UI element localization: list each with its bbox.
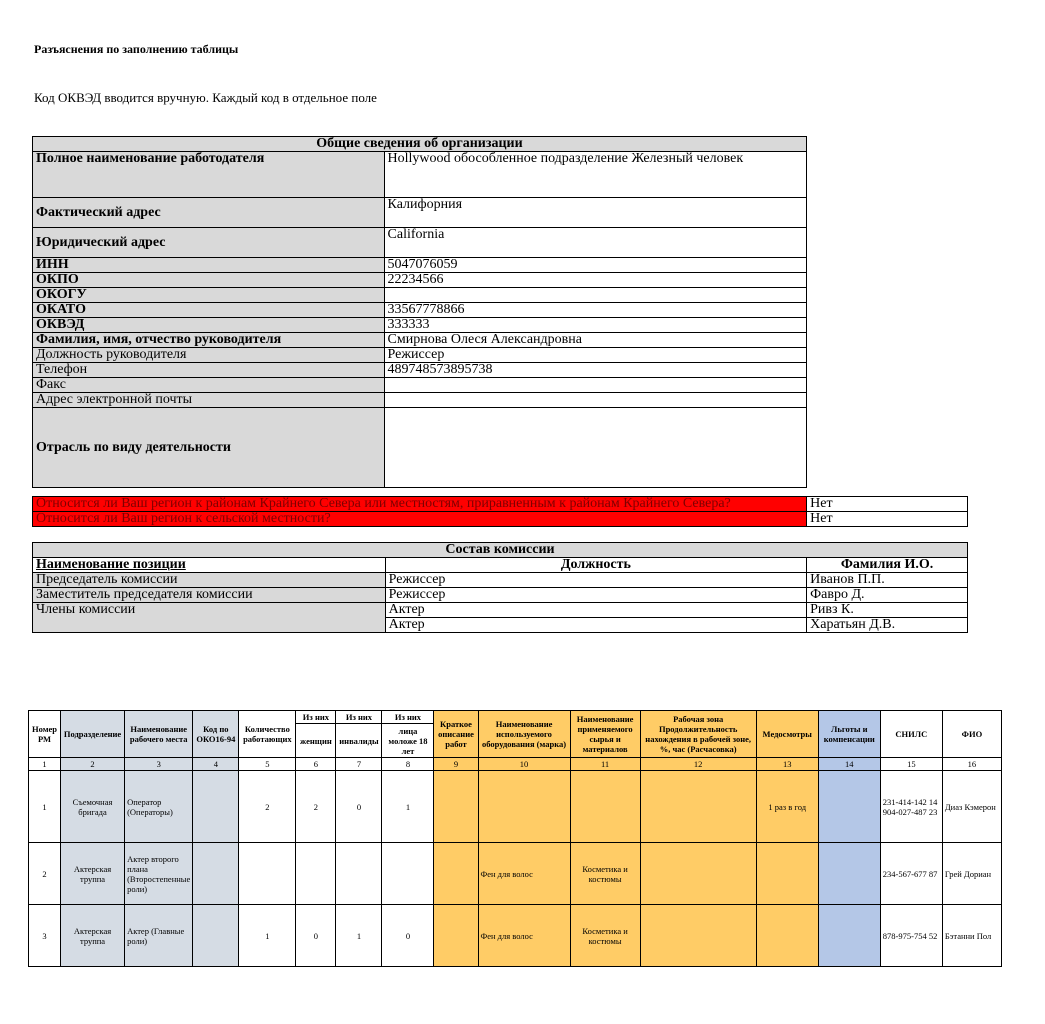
rm-colnum: 7 (336, 758, 382, 771)
rm-cell-code[interactable] (193, 771, 239, 843)
table-row (29, 843, 1002, 905)
rm-cell-equip[interactable] (478, 771, 570, 843)
rm-header-zone: Рабочая зона Продолжительность нахождения в рабочей зоне, %, час (Расчасовка) (640, 711, 756, 758)
rm-header-dept: Подразделение (61, 711, 125, 758)
rm-colnum: 4 (193, 758, 239, 771)
commission-role[interactable]: Актер (385, 618, 807, 633)
commission-role[interactable]: Актер (385, 603, 807, 618)
org-label-head-name: Фамилия, имя, отчество руководителя (33, 333, 385, 348)
rm-cell-name[interactable]: Актер второго плана (Второстепенные роли) (125, 843, 193, 905)
org-info-table (32, 136, 807, 488)
rm-cell-minors[interactable]: 1 (382, 771, 434, 843)
org-value-okved[interactable]: 333333 (384, 318, 806, 333)
org-value-legal-address[interactable]: California (384, 228, 806, 258)
commission-position: Члены комиссии (33, 603, 386, 633)
rm-cell-equip[interactable]: Фен для волос (478, 905, 570, 967)
rm-cell-disabled[interactable]: 1 (336, 905, 382, 967)
rm-cell-materials[interactable]: Косметика и костюмы (570, 905, 640, 967)
rm-cell-count[interactable]: 2 (239, 771, 296, 843)
rm-cell-dept[interactable]: Актерская труппа (61, 843, 125, 905)
rm-cell-count[interactable]: 1 (239, 905, 296, 967)
org-label-industry: Отрасль по виду деятельности (33, 408, 385, 488)
rm-cell-benefits[interactable] (818, 843, 880, 905)
rm-header-code: Код по ОКО16-94 (193, 711, 239, 758)
rm-colnum: 5 (239, 758, 296, 771)
org-value-okogu[interactable] (384, 288, 806, 303)
rm-header-women: женщин (296, 724, 336, 758)
rm-header-count: Количество работающих (239, 711, 296, 758)
org-label-fullname: Полное наименование работодателя (33, 152, 385, 198)
rm-colnum: 9 (434, 758, 478, 771)
rm-cell-disabled[interactable]: 0 (336, 771, 382, 843)
rm-cell-desc[interactable] (434, 771, 478, 843)
org-value-okato[interactable]: 33567778866 (384, 303, 806, 318)
rm-header-benefits: Льготы и компенсации (818, 711, 880, 758)
table-row (29, 905, 1002, 967)
rm-cell-code[interactable] (193, 843, 239, 905)
commission-position: Председатель комиссии (33, 573, 386, 588)
rm-colnum: 15 (880, 758, 942, 771)
commission-title: Состав комиссии (33, 543, 968, 558)
rm-cell-snils[interactable]: 231-414-142 14 904-027-487 23 (880, 771, 942, 843)
org-label-fax: Факс (33, 378, 385, 393)
rm-cell-med[interactable] (756, 843, 818, 905)
rm-colnum: 10 (478, 758, 570, 771)
commission-header-name: Фамилия И.О. (807, 558, 968, 573)
rm-cell-code[interactable] (193, 905, 239, 967)
org-label-head-position: Должность руководителя (33, 348, 385, 363)
rm-header-name: Наименование рабочего места (125, 711, 193, 758)
instruction-note: Код ОКВЭД вводится вручную. Каждый код в отдельное поле (34, 90, 377, 105)
rm-cell-women[interactable] (296, 843, 336, 905)
region-questions-table (32, 496, 968, 527)
rm-header-equip: Наименование используемого оборудования (марка) (478, 711, 570, 758)
org-label-phone: Телефон (33, 363, 385, 378)
rm-cell-benefits[interactable] (818, 905, 880, 967)
org-label-inn: ИНН (33, 258, 385, 273)
org-value-industry[interactable] (384, 408, 806, 488)
rm-colnum: 16 (942, 758, 1001, 771)
rm-colnum: 12 (640, 758, 756, 771)
org-title: Общие сведения об организации (33, 137, 807, 152)
commission-name[interactable]: Фавро Д. (807, 588, 968, 603)
org-label-okogu: ОКОГУ (33, 288, 385, 303)
rm-cell-med[interactable] (756, 905, 818, 967)
org-label-email: Адрес электронной почты (33, 393, 385, 408)
rm-cell-minors[interactable] (382, 843, 434, 905)
question-rural: Относится ли Ваш регион к сельской местности? (33, 512, 807, 527)
org-value-inn[interactable]: 5047076059 (384, 258, 806, 273)
org-value-email[interactable] (384, 393, 806, 408)
rm-colnum: 2 (61, 758, 125, 771)
rm-cell-med[interactable]: 1 раз в год (756, 771, 818, 843)
commission-name[interactable]: Ривз К. (807, 603, 968, 618)
rm-header-num: Номер РМ (29, 711, 61, 758)
rm-header-snils: СНИЛС (880, 711, 942, 758)
rm-cell-desc[interactable] (434, 843, 478, 905)
rm-cell-dept[interactable]: Съемочная бригада (61, 771, 125, 843)
commission-name[interactable]: Иванов П.П. (807, 573, 968, 588)
rm-header-fio: ФИО (942, 711, 1001, 758)
rm-colnum: 8 (382, 758, 434, 771)
rm-cell-women[interactable]: 0 (296, 905, 336, 967)
page-heading: Разъяснения по заполнению таблицы (34, 42, 239, 56)
rm-header-of-them: Из них (382, 711, 434, 724)
commission-role[interactable]: Режиссер (385, 588, 807, 603)
rm-colnum: 14 (818, 758, 880, 771)
org-value-fullname[interactable]: Hollywood обособленное подразделение Железный человек (384, 152, 806, 198)
rm-cell-disabled[interactable] (336, 843, 382, 905)
rm-header-materials: Наименование применяемого сырья и материалов (570, 711, 640, 758)
rm-colnum: 6 (296, 758, 336, 771)
rm-cell-zone[interactable] (640, 771, 756, 843)
rm-cell-dept[interactable]: Актерская труппа (61, 905, 125, 967)
rm-colnum: 3 (125, 758, 193, 771)
commission-role[interactable]: Режиссер (385, 573, 807, 588)
rm-cell-zone[interactable] (640, 843, 756, 905)
rm-cell-snils[interactable]: 234-567-677 87 (880, 843, 942, 905)
table-row (29, 771, 1002, 843)
workplaces-table (28, 710, 1002, 967)
rm-cell-num[interactable]: 1 (29, 771, 61, 843)
org-value-fax[interactable] (384, 378, 806, 393)
org-label-legal-address: Юридический адрес (33, 228, 385, 258)
rm-cell-fio[interactable]: Бэтанни Пол (942, 905, 1001, 967)
rm-cell-zone[interactable] (640, 905, 756, 967)
commission-table (32, 542, 968, 633)
rm-cell-snils[interactable]: 878-975-754 52 (880, 905, 942, 967)
rm-colnum: 1 (29, 758, 61, 771)
commission-name[interactable]: Харатьян Д.В. (807, 618, 968, 633)
org-value-actual-address[interactable]: Калифорния (384, 198, 806, 228)
rm-header-of-them: Из них (296, 711, 336, 724)
rm-header-minors: лица моложе 18 лет (382, 724, 434, 758)
rm-cell-benefits[interactable] (818, 771, 880, 843)
rm-cell-materials[interactable]: Косметика и костюмы (570, 843, 640, 905)
rm-cell-women[interactable]: 2 (296, 771, 336, 843)
rm-header-med: Медосмотры (756, 711, 818, 758)
rm-cell-name[interactable]: Актер (Главные роли) (125, 905, 193, 967)
org-label-okpo: ОКПО (33, 273, 385, 288)
answer-far-north[interactable]: Нет (807, 497, 968, 512)
question-far-north: Относится ли Ваш регион к районам Крайнего Севера или местностям, приравненным к районам Крайнего Севера? (33, 497, 807, 512)
rm-colnum: 11 (570, 758, 640, 771)
rm-header-of-them: Из них (336, 711, 382, 724)
rm-colnum: 13 (756, 758, 818, 771)
rm-cell-equip[interactable]: Фен для волос (478, 843, 570, 905)
rm-cell-desc[interactable] (434, 905, 478, 967)
answer-rural[interactable]: Нет (807, 512, 968, 527)
rm-cell-name[interactable]: Оператор (Операторы) (125, 771, 193, 843)
rm-cell-num[interactable]: 2 (29, 843, 61, 905)
rm-cell-materials[interactable] (570, 771, 640, 843)
commission-header-role: Должность (385, 558, 807, 573)
org-value-phone[interactable]: 489748573895738 (384, 363, 806, 378)
org-label-okved: ОКВЭД (33, 318, 385, 333)
rm-cell-num[interactable]: 3 (29, 905, 61, 967)
rm-header-desc: Краткое описание работ (434, 711, 478, 758)
org-value-okpo[interactable]: 22234566 (384, 273, 806, 288)
rm-header-disabled: инвалиды (336, 724, 382, 758)
org-label-okato: ОКАТО (33, 303, 385, 318)
commission-position: Заместитель председателя комиссии (33, 588, 386, 603)
rm-cell-fio[interactable]: Грей Дориан (942, 843, 1001, 905)
org-value-head-name[interactable]: Смирнова Олеся Александровна (384, 333, 806, 348)
rm-cell-minors[interactable]: 0 (382, 905, 434, 967)
org-value-head-position[interactable]: Режиссер (384, 348, 806, 363)
commission-header-position: Наименование позиции (33, 558, 386, 573)
rm-cell-count[interactable] (239, 843, 296, 905)
rm-cell-fio[interactable]: Диаз Кэмерон (942, 771, 1001, 843)
org-label-actual-address: Фактический адрес (33, 198, 385, 228)
